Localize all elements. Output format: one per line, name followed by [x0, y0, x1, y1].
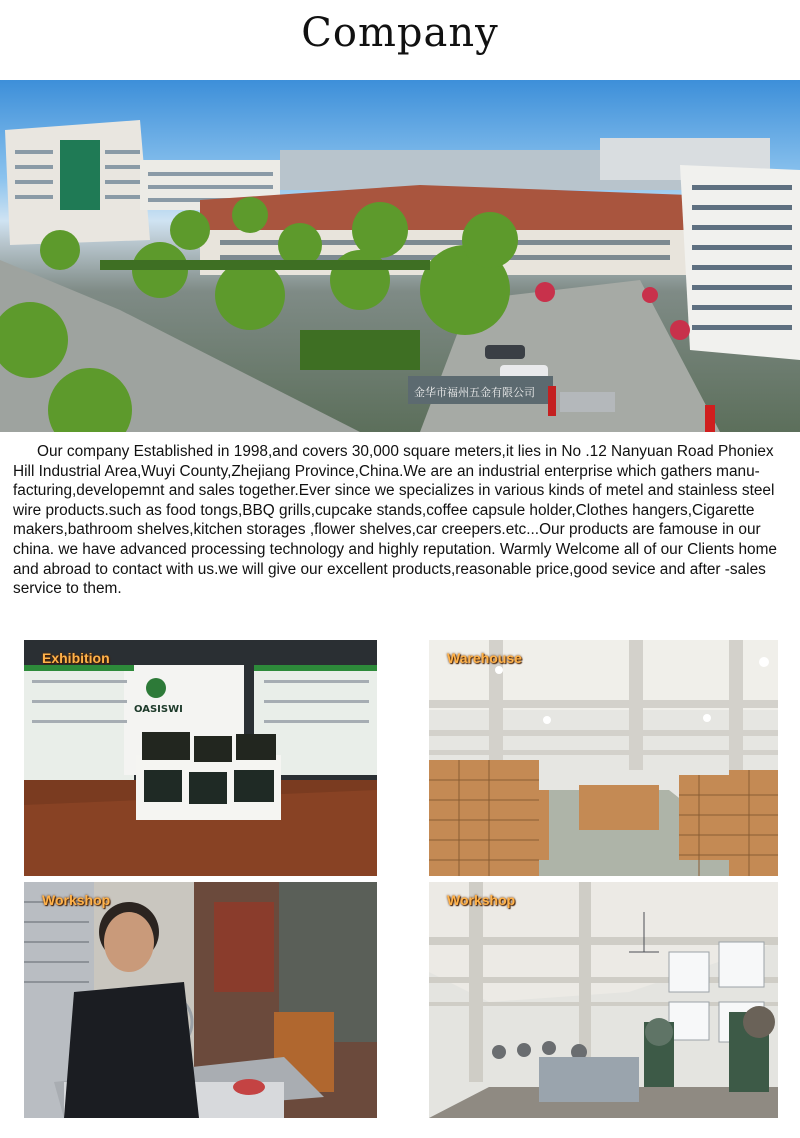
company-aerial-photo: [0, 80, 800, 432]
workshop-photo-2: [429, 882, 778, 1118]
exhibition-photo: [24, 640, 377, 876]
gate-sign: 金华市福州五金有限公司: [414, 386, 535, 399]
workshop-label-1: Workshop: [42, 892, 111, 908]
exhibition-sign: OASISWI: [134, 704, 183, 715]
warehouse-photo: [429, 640, 778, 876]
workshop-label-2: Workshop: [447, 892, 516, 908]
exhibition-label: Exhibition: [42, 650, 110, 666]
company-introduction: Our company Established in 1998,and covers 30,000 square meters,it lies in No .12 Nanyuan Road Phoniex Hill Industrial Area,Wuyi County,Zhejiang Province,China.We are an industrial enterprise which gathers manu-facturing,developemnt and sales together.Ever since we specializes in various kinds of metel and stainless steel wire products.such as food tongs,BBQ grills,cupcake stands,coffee capsule holder,Clothes hangers,Cigarette makers,bathroom shelves,kitchen storages ,flower shelves,car creepers.etc...Our products are famouse in our china. we have advanced processing technology and highly reputation. Warmly Welcome all of our Clients home and abroad to contact with us.we will give our excellent products,reasonable price,good sevice and after -sales service to them.: [13, 443, 777, 598]
warehouse-label: Warehouse: [447, 650, 522, 666]
workshop-photo-1: [24, 882, 377, 1118]
page-title: Company: [301, 10, 499, 56]
